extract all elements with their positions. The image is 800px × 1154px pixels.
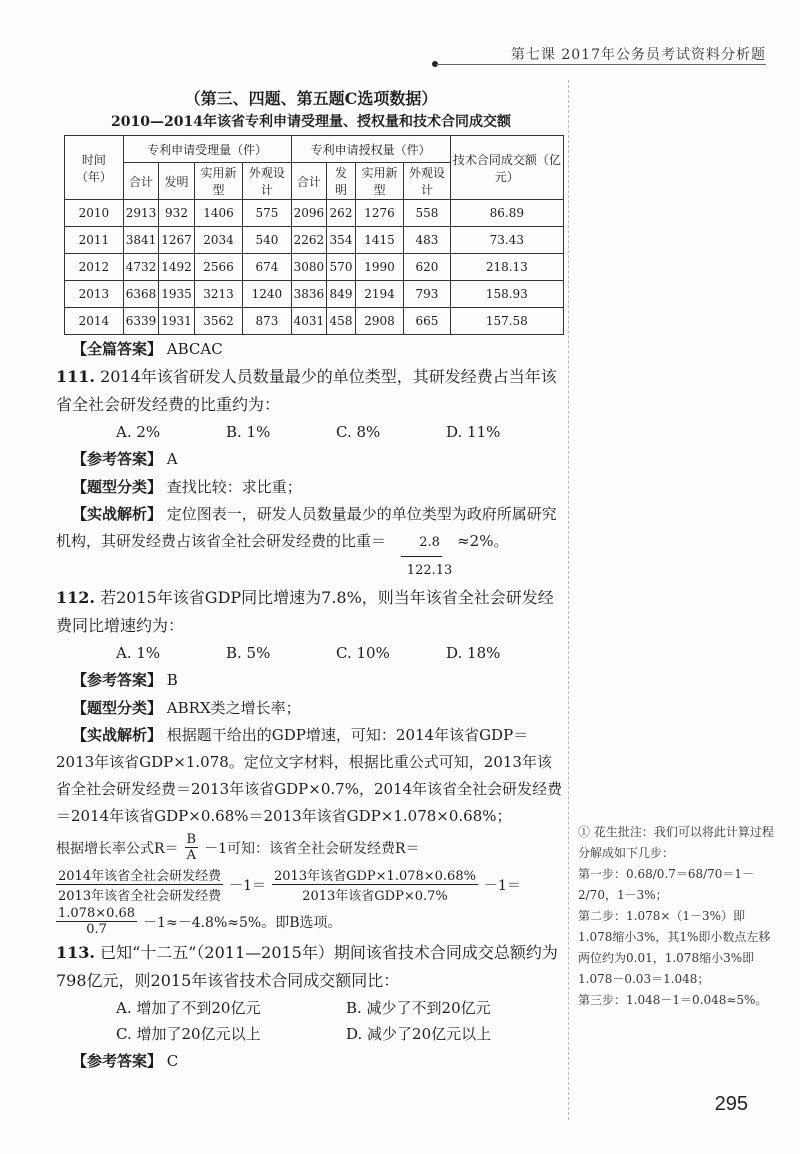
table-title: 2010—2014年该省专利申请受理量、授权量和技术合同成交额 (111, 114, 511, 130)
data-table (64, 135, 564, 335)
type-112 (56, 694, 566, 722)
table-cell: 1415 (355, 227, 403, 254)
table-cell: 2913 (123, 200, 159, 227)
option: A. 2% (116, 423, 161, 441)
all-answer-line (56, 335, 566, 363)
formula-text: －1＝ (229, 877, 267, 894)
ref-value: C (166, 1052, 179, 1070)
side-note-title: ① 花生批注：我们可以将此计算过程分解成如下几步： (578, 825, 774, 860)
table-cell: 2013 (65, 281, 124, 308)
analysis-text: 定位图表一，研发人员数量最少的单位类型为政府所属研究机构，其研发经费占该省全社会研发经费的比重＝ (56, 505, 557, 550)
table-cell: 2010 (65, 200, 124, 227)
table-cell: 793 (404, 281, 450, 308)
table-cell: 3836 (291, 281, 327, 308)
fraction (272, 865, 478, 904)
option: A. 增加了不到20亿元 (116, 999, 261, 1017)
table-cell: 157.58 (450, 308, 563, 335)
table-cell: 849 (327, 281, 356, 308)
sub-header: 实用新型 (355, 163, 403, 200)
formula-line-2 (56, 865, 566, 904)
table-cell: 6368 (123, 281, 159, 308)
table-cell: 873 (243, 308, 291, 335)
table-row (65, 200, 564, 227)
option: C. 增加了20亿元以上 (116, 1025, 261, 1043)
question-113 (56, 939, 566, 995)
question-number: 112. (56, 588, 95, 607)
side-note-step: 第三步：1.048－1＝0.048≈5%。 (578, 993, 768, 1007)
formula-line-3 (56, 906, 566, 937)
grant-group-header: 专利申请授权量（件） (291, 136, 450, 163)
section-title: （第三、四题、第五题C选项数据） (184, 89, 438, 108)
table-cell: 2908 (355, 308, 403, 335)
question-number: 111. (56, 367, 95, 386)
table-cell: 575 (243, 200, 291, 227)
table-cell: 158.93 (450, 281, 563, 308)
header-text: 第七课 2017年公务员考试资料分析题 (510, 47, 766, 63)
table-cell: 558 (404, 200, 450, 227)
question-text: 已知“十二五”（2011—2015年）期间该省技术合同成交总额约为798亿元，则2015年该省技术合同成交额同比： (56, 943, 558, 990)
formula-text: －1可知：该省全社会研发经费R＝ (204, 840, 420, 857)
table-cell: 4732 (123, 254, 159, 281)
question-number: 113. (56, 943, 95, 962)
fraction (56, 865, 223, 904)
table-cell: 3080 (291, 254, 327, 281)
fraction (391, 529, 453, 584)
numerator: 1.078×0.68 (58, 906, 136, 921)
option: D. 减少了20亿元以上 (346, 1025, 492, 1043)
table-cell: 218.13 (450, 254, 563, 281)
options-113 (56, 995, 566, 1047)
option: C. 8% (336, 423, 381, 441)
ref-value: B (166, 671, 178, 689)
analysis-text: 根据题干给出的GDP增速，可知：2014年该省GDP＝2013年该省GDP×1.078。定位文字材料，根据比重公式可知，2013年该省全社会研发经费＝2013年该省GDP×0.7%，2014年该省全社会研发经费＝2014年该省GDP×0.68%＝2013年该省GDP×1.078×0.68%； (56, 726, 563, 825)
option: B. 5% (226, 644, 271, 662)
analysis-label: 【实战解析】 (72, 505, 163, 523)
table-row (65, 281, 564, 308)
analysis-label: 【实战解析】 (72, 726, 163, 744)
ref-answer-113 (56, 1047, 566, 1075)
denominator: 2013年该省GDP×0.7% (302, 889, 448, 904)
table-cell: 483 (404, 227, 450, 254)
question-111 (56, 363, 566, 419)
table-cell: 4031 (291, 308, 327, 335)
header-rule (436, 64, 766, 65)
margin-divider (568, 80, 569, 1120)
denominator: 122.13 (406, 563, 453, 578)
table-cell: 1276 (355, 200, 403, 227)
analysis-tail: ≈2%。 (457, 532, 509, 550)
sub-header: 实用新型 (194, 163, 242, 200)
table-cell: 2012 (65, 254, 124, 281)
option: A. 1% (116, 644, 161, 662)
analysis-112 (56, 722, 566, 830)
table-cell: 2096 (291, 200, 327, 227)
table-cell: 570 (327, 254, 356, 281)
formula-text: 根据增长率公式R＝ (56, 840, 179, 857)
table-cell: 665 (404, 308, 450, 335)
table-cell: 3562 (194, 308, 242, 335)
all-answer-label: 【全篇答案】 (72, 340, 163, 358)
ref-label: 【参考答案】 (72, 450, 163, 468)
question-text: 若2015年该省GDP同比增速为7.8%，则当年该省全社会研发经费同比增速约为： (56, 588, 554, 635)
question-112 (56, 584, 566, 640)
table-cell: 73.43 (450, 227, 563, 254)
table-cell: 458 (327, 308, 356, 335)
options-111 (56, 419, 566, 445)
question-text: 2014年该省研发人员数量最少的单位类型，其研发经费占当年该省全社会研发经费的比重约为： (56, 367, 557, 414)
ref-value: A (166, 450, 178, 468)
options-112 (56, 640, 566, 666)
option: D. 18% (446, 644, 501, 662)
year-header: 时间（年） (65, 136, 124, 200)
page-number: 295 (714, 1093, 748, 1115)
ref-label: 【参考答案】 (72, 671, 163, 689)
side-note-step: 第二步：1.078×（1－3%）即1.078缩小3%，其1%即小数点左移两位约为0.01，1.078缩小3%即1.078－0.03＝1.048； (578, 909, 771, 986)
table-cell: 2566 (194, 254, 242, 281)
all-answer-value: ABCAC (166, 340, 223, 358)
main-content (56, 80, 566, 1075)
analysis-111 (56, 501, 566, 584)
numerator: 2014年该省全社会研发经费 (56, 865, 223, 885)
table-cell: 2034 (194, 227, 242, 254)
option: C. 10% (336, 644, 390, 662)
sub-header: 外观设计 (243, 163, 291, 200)
numerator: B (186, 832, 197, 847)
tech-header: 技术合同成交额（亿元） (450, 136, 563, 200)
ref-answer-111 (56, 445, 566, 473)
type-value: 查找比较：求比重； (166, 478, 302, 496)
formula-text: －1＝ (483, 877, 521, 894)
table-cell: 932 (159, 200, 195, 227)
table-row (65, 308, 564, 335)
fraction (185, 832, 199, 863)
fraction (56, 906, 137, 937)
type-111 (56, 473, 566, 501)
option: B. 减少了不到20亿元 (346, 999, 491, 1017)
table-cell: 2014 (65, 308, 124, 335)
ref-answer-112 (56, 666, 566, 694)
table-cell: 6339 (123, 308, 159, 335)
table-cell: 1240 (243, 281, 291, 308)
table-cell: 2262 (291, 227, 327, 254)
formula-text: －1≈－4.8%≈5%。即B选项。 (143, 914, 342, 931)
denominator: 0.7 (86, 922, 107, 937)
type-value: ABRX类之增长率； (166, 699, 301, 717)
denominator: 2013年该省全社会研发经费 (58, 889, 222, 904)
sub-header: 外观设计 (404, 163, 450, 200)
numerator: 2013年该省GDP×1.078×0.68% (272, 865, 478, 885)
sub-header: 合计 (291, 163, 327, 200)
table-cell: 620 (404, 254, 450, 281)
table-cell: 3213 (194, 281, 242, 308)
table-cell: 1492 (159, 254, 195, 281)
table-row (65, 227, 564, 254)
table-cell: 1935 (159, 281, 195, 308)
page-header (436, 38, 766, 68)
sub-header: 合计 (123, 163, 159, 200)
table-cell: 1931 (159, 308, 195, 335)
ref-label: 【参考答案】 (72, 1052, 163, 1070)
side-note-step: 第一步：0.68/0.7＝68/70＝1－2/70，1－3%； (578, 867, 755, 902)
denominator: A (186, 848, 197, 863)
table-row (65, 254, 564, 281)
sub-header: 发明 (159, 163, 195, 200)
table-cell: 674 (243, 254, 291, 281)
table-cell: 2011 (65, 227, 124, 254)
option: D. 11% (446, 423, 501, 441)
table-cell: 354 (327, 227, 356, 254)
sub-header: 发明 (327, 163, 356, 200)
table-cell: 3841 (123, 227, 159, 254)
type-label: 【题型分类】 (72, 478, 163, 496)
formula-line-1 (56, 832, 566, 863)
apply-group-header: 专利申请受理量（件） (123, 136, 291, 163)
table-cell: 540 (243, 227, 291, 254)
table-cell: 86.89 (450, 200, 563, 227)
option: B. 1% (226, 423, 271, 441)
type-label: 【题型分类】 (72, 699, 163, 717)
table-cell: 2194 (355, 281, 403, 308)
table-cell: 1990 (355, 254, 403, 281)
table-cell: 1267 (159, 227, 195, 254)
numerator: 2.8 (401, 529, 442, 557)
table-cell: 262 (327, 200, 356, 227)
side-note (578, 822, 778, 1011)
table-cell: 1406 (194, 200, 242, 227)
